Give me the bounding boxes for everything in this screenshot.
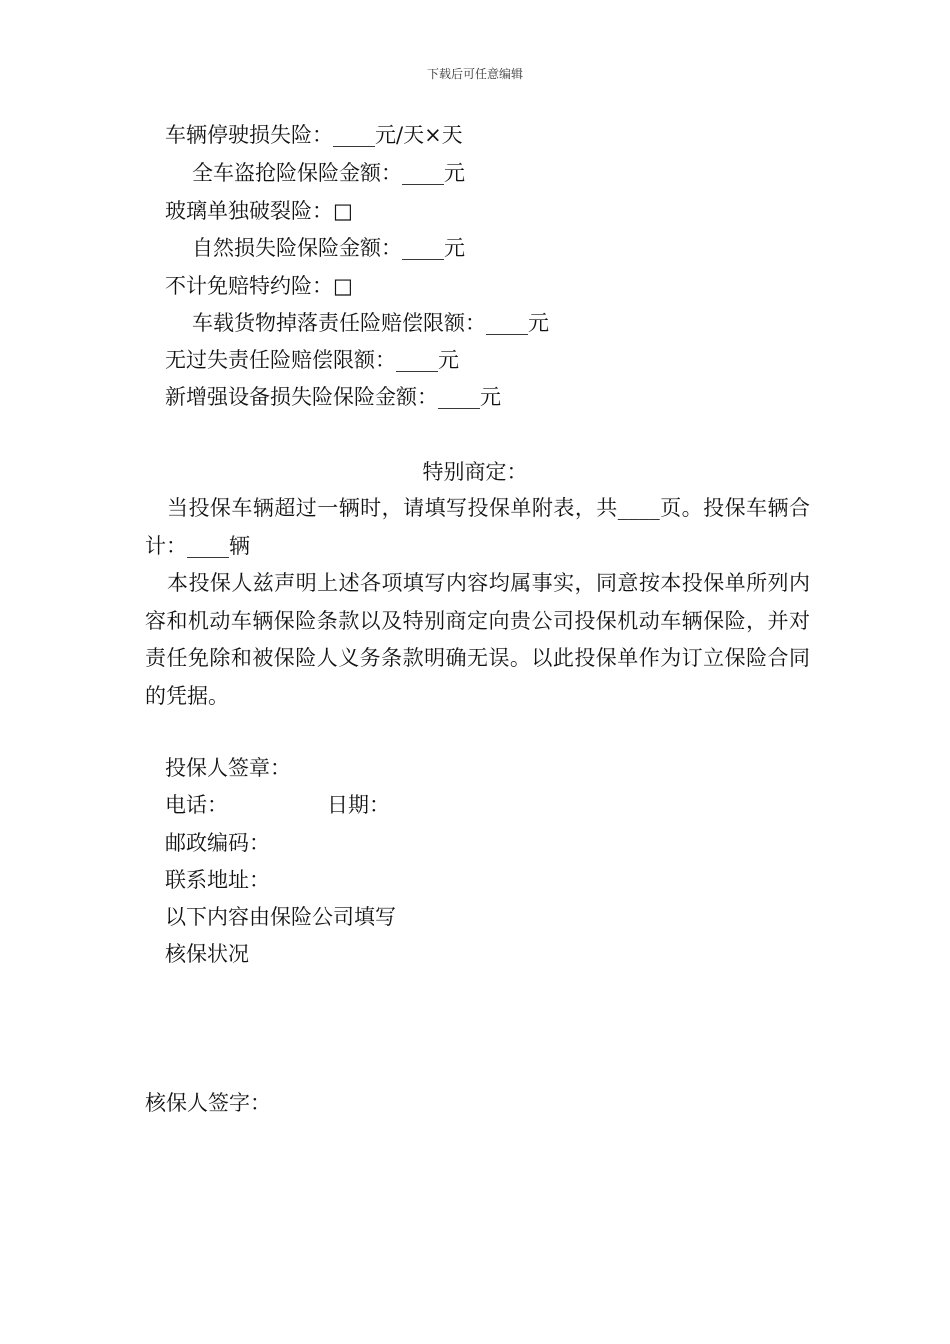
field-theft-amount: 全车盗抢险保险金额：____元 bbox=[192, 161, 465, 185]
address-label: 联系地址： bbox=[165, 868, 270, 892]
field-cargo-liability: 车载货物掉落责任险赔偿限额：____元 bbox=[192, 311, 549, 335]
field-stop-loss: 车辆停驶损失险：____元/天×天 bbox=[165, 123, 463, 147]
field-glass-breakage: 玻璃单独破裂险：□ bbox=[165, 199, 353, 223]
field-no-fault-liability: 无过失责任险赔偿限额：____元 bbox=[165, 348, 459, 372]
special-agreement-title: 特别商定： bbox=[422, 460, 528, 484]
field-natural-loss-amount: 自然损失险保险金额：____元 bbox=[192, 236, 465, 260]
underwriting-status-label: 核保状况 bbox=[165, 942, 249, 966]
applicant-signature-label: 投保人签章： bbox=[165, 756, 291, 780]
date-label: 日期： bbox=[327, 793, 390, 817]
phone-label: 电话： bbox=[165, 793, 228, 817]
phone-date-row bbox=[165, 791, 390, 819]
page-header: 下载后可任意编辑 bbox=[426, 67, 523, 81]
field-new-equipment-amount: 新增强设备损失险保险金额：____元 bbox=[165, 385, 501, 409]
field-no-deductible: 不计免赔特约险：□ bbox=[165, 274, 353, 298]
paragraph-vehicle-count: 当投保车辆超过一辆时，请填写投保单附表，共____页。投保车辆合计：____辆 bbox=[145, 496, 810, 558]
company-note: 以下内容由保险公司填写 bbox=[165, 905, 396, 929]
underwriter-signature-label: 核保人签字： bbox=[145, 1091, 271, 1115]
paragraph-declaration: 本投保人兹声明上述各项填写内容均属事实，同意按本投保单所列内容和机动车辆保险条款以及特别商定向贵公司投保机动车辆保险，并对责任免除和被保险人义务条款明确无误。以此投保单作为订立保险合同的凭据。 bbox=[145, 571, 810, 708]
postcode-label: 邮政编码： bbox=[165, 831, 270, 855]
